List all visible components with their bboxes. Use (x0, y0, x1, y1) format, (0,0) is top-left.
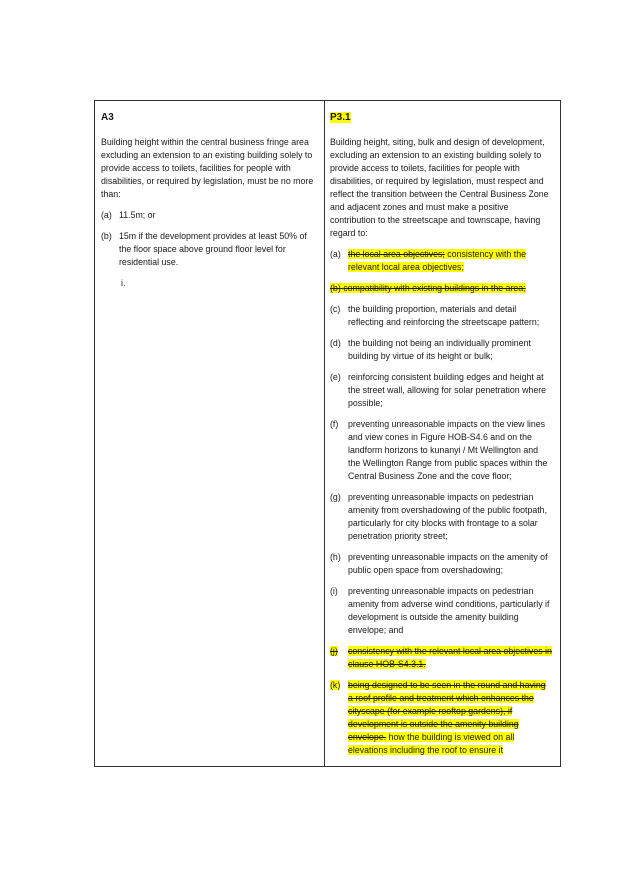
item-label: (h) (330, 552, 341, 562)
item-text: reinforcing consistent building edges and height at the street wall, allowing for solar penetration where possible; (348, 372, 547, 408)
performance-criteria-intro: Building height, siting, bulk and design of development, excluding an extension to an existing building solely to provide access to toilets, facilities for people with disabilities, or required by legislation, must respect and reflect the transition between the Central Business Zone and adjacent zones and must make a positive contribution to the streetscape and townscape, having regard to: (330, 137, 549, 238)
deleted-label: (b) (330, 283, 341, 293)
highlighted-code: P3.1 (330, 112, 351, 123)
item-label: (e) (330, 372, 341, 382)
list-item-j (330, 645, 552, 671)
list-item-g (330, 491, 552, 543)
item-text: preventing unreasonable impacts on the amenity of public open space from overshadowing; (348, 552, 548, 575)
deleted-text: the local area objectives; (348, 249, 445, 259)
item-text: preventing unreasonable impacts on pedestrian amenity from overshadowing of the public footpath, particularly for city blocks with frontage to a solar penetration priority street; (348, 492, 548, 541)
deleted-text: compatibility with existing buildings in the area; (343, 283, 526, 293)
performance-criteria-code (330, 111, 552, 124)
list-item-i (330, 585, 552, 637)
list-item-a (330, 248, 552, 274)
item-label: (g) (330, 492, 341, 502)
inserted-text: consistency with the relevant local area objectives; (348, 249, 526, 272)
list-item (101, 230, 319, 269)
item-label: (i) (330, 586, 338, 596)
deleted-text: being designed to be seen in the round and having a roof profile and treatment which enhances the cityscape (for example rooftop gardens), if development is outside the amenity building envelope. (348, 680, 546, 742)
inserted-text: how the building is viewed on all elevations including the roof to ensure it (348, 732, 515, 755)
item-text: the building proportion, materials and detail reflecting and reinforcing the streetscape pattern; (348, 304, 540, 327)
list-item (101, 209, 319, 222)
list-item-e (330, 371, 552, 410)
item-text: 15m if the development provides at least 50% of the floor space above ground floor level for residential use. (119, 231, 307, 267)
acceptable-solution-code: A3 (101, 112, 114, 123)
item-text: preventing unreasonable impacts on pedestrian amenity from adverse wind conditions, particularly if development is outside the amenity building envelope; and (348, 586, 550, 635)
acceptable-solution-intro: Building height within the central business fringe area excluding an extension to an existing building solely to provide access to toilets, facilities for people with disabilities, or required by legislation, must be no more than: (101, 137, 314, 199)
list-item-b (330, 282, 552, 295)
list-item-h (330, 551, 552, 577)
item-label: (c) (330, 304, 341, 314)
item-label: (a) (330, 249, 341, 259)
item-text: preventing unreasonable impacts on the view lines and view cones in Figure HOB-S4.6 and on the landform horizons to kunanyi / Mt Wellington and the Wellington Range from public spaces within the Central Business Zone and the cove floor; (348, 419, 548, 481)
deleted-label: (j) (330, 646, 338, 656)
deleted-text: consistency with the relevant local area objectives in clause HOB-S4.3.1. (348, 646, 552, 669)
item-label: (k) (330, 680, 341, 690)
item-text: the building not being an individually prominent building by virtue of its height or bulk; (348, 338, 531, 361)
performance-criteria-column (325, 101, 560, 766)
provisions-table (94, 100, 561, 767)
item-label: (f) (330, 419, 339, 429)
list-item-c (330, 303, 552, 329)
item-label: (d) (330, 338, 341, 348)
item-text: 11.5m; or (119, 210, 156, 220)
item-label: (a) (101, 210, 112, 220)
item-label: (b) (101, 231, 112, 241)
list-item-f (330, 418, 552, 483)
list-item-d (330, 337, 552, 363)
acceptable-solution-column (95, 101, 325, 766)
list-item-k (330, 679, 552, 757)
sub-item-label: i. (121, 278, 126, 288)
